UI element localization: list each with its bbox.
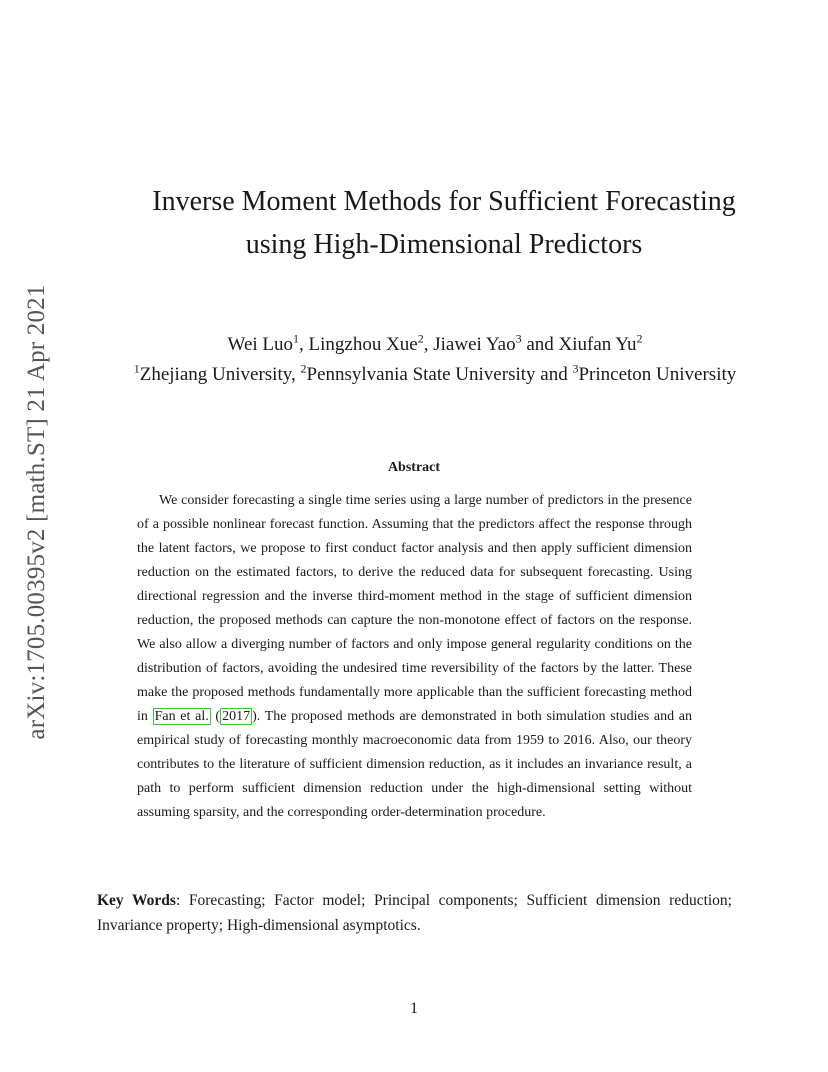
- title-line-1: Inverse Moment Methods for Sufficient Forecasting: [152, 186, 736, 217]
- author-name: Wei Luo: [227, 334, 294, 355]
- author-block: [92, 330, 778, 390]
- keywords-label: Key Words: [97, 892, 176, 909]
- author-list: [92, 330, 778, 360]
- author-separator: and: [521, 334, 559, 355]
- affiliation-mark: 1: [133, 361, 140, 376]
- abstract-text-part-1: We consider forecasting a single time series using a large number of predictors in the presence of a possible nonlinear forecast function. Assuming that the predictors affect the response through the latent factors, we propose to first conduct factor analysis and then apply sufficient dimension reduction on the estimated factors, to derive the reduced data for subsequent forecasting. Using directional regression and the inverse third-moment method in the stage of sufficient dimension reduction, the proposed methods can capture the non-monotone effect of factors on the response. We also allow a diverging number of factors and only impose general regularity conditions on the distribution of factors, avoiding the undesired time reversibility of the factors by the latter. These make the proposed methods fundamentally more applicable than the sufficient forecasting method in: [137, 493, 692, 724]
- affiliation-mark: 3: [572, 361, 579, 376]
- arxiv-identifier: arXiv:1705.00395v2 [math.ST] 21 Apr 2021: [23, 284, 50, 740]
- paper-title: [60, 180, 828, 266]
- abstract-paragraph: [137, 489, 692, 825]
- page-number: 1: [410, 1000, 418, 1017]
- arxiv-sidebar: [17, 272, 57, 752]
- author-affiliation-mark: 2: [636, 331, 643, 346]
- author-separator: ,: [423, 334, 434, 355]
- author-affiliation-mark: 1: [293, 331, 300, 346]
- author-affiliation-mark: 3: [515, 331, 522, 346]
- author-name: Jiawei Yao: [433, 334, 516, 355]
- author-affiliation-mark: 2: [417, 331, 424, 346]
- citation-link-year[interactable]: 2017: [222, 709, 251, 724]
- abstract-heading: Abstract: [387, 460, 441, 475]
- author-separator: ,: [299, 334, 309, 355]
- affiliation-name: Pennsylvania State University and: [306, 364, 573, 385]
- keywords-block: [97, 888, 732, 938]
- abstract-text-part-2: ). The proposed methods are demonstrated in both simulation studies and an empirical study of forecasting monthly macroeconomic data from 1959 to 2016. Also, our theory contributes to the literature of sufficient dimension reduction, as it includes an invariance result, a path to perform sufficient dimension reduction under the high-dimensional setting without assuming sparsity, and the corresponding order-determination procedure.: [137, 709, 692, 820]
- citation-paren: (: [210, 709, 221, 724]
- affiliation-list: [92, 360, 778, 390]
- author-name: Lingzhou Xue: [308, 334, 418, 355]
- abstract-body: [137, 489, 692, 825]
- affiliation-name: Zhejiang University,: [139, 364, 301, 385]
- keywords-text: : Forecasting; Factor model; Principal components; Sufficient dimension reduction; Invariance property; High-dimensional asymptotics.: [97, 892, 732, 934]
- title-line-2: using High-Dimensional Predictors: [245, 229, 643, 260]
- affiliation-mark: 2: [300, 361, 307, 376]
- affiliation-name: Princeton University: [578, 364, 737, 385]
- citation-link-author[interactable]: Fan et al.: [154, 709, 209, 724]
- author-name: Xiufan Yu: [558, 334, 637, 355]
